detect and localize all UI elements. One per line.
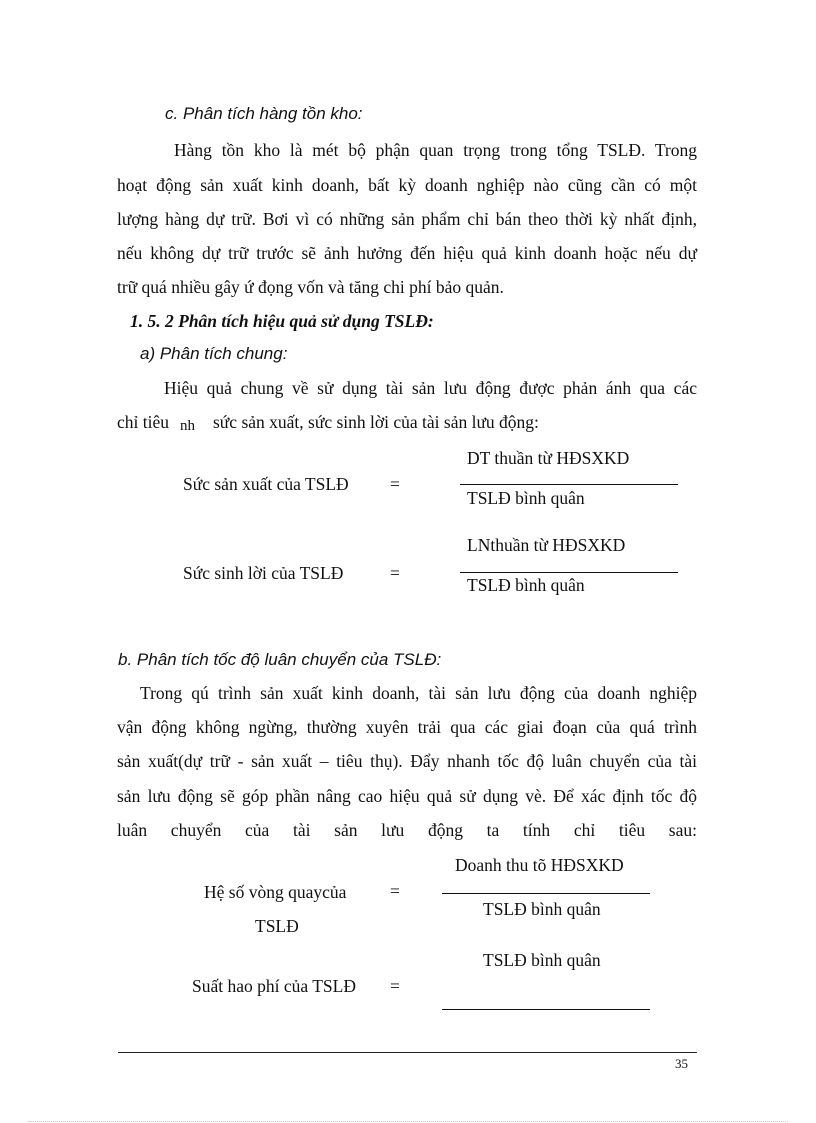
section-152-heading: 1. 5. 2 Phân tích hiệu quả sử dụng TSLĐ: [130,311,434,331]
paragraph-line: sức sản xuất, sức sinh lời của tài sản lưu động: [213,412,539,432]
paragraph-line: sản lưu động sẽ góp phần nâng cao hiệu quả sử dụng vè. Để xác định tốc độ [117,786,697,806]
formula-label: Suất hao phí của TSLĐ [192,976,356,996]
paragraph-line: Trong qú trình sản xuất kinh doanh, tài sản lưu động của doanh nghiệp [140,683,697,703]
formula-label: Sức sản xuất của TSLĐ [183,474,349,494]
paragraph-line: vận động không ngừng, thường xuyên trải qua các giai đoạn của quá trình [117,717,697,737]
paragraph-line: hoạt động sản xuất kinh doanh, bất kỳ doanh nghiệp nào cũng cần có một [117,175,697,195]
paragraph-line: chỉ tiêu [117,412,169,432]
formula-label-cont: TSLĐ [255,916,299,936]
page-boundary [28,1121,788,1122]
paragraph-line: lượng hàng dự trữ. Bơi vì có những sản phẩm chỉ bán theo thời kỳ nhất định, [117,209,697,229]
paragraph-line: trữ quá nhiều gây ứ đọng vốn và tăng chi phí bảo quản. [117,277,504,297]
footer-rule [118,1052,697,1053]
equals-sign: = [390,881,400,901]
paragraph-line: luân chuyển của tài sản lưu động ta tính chỉ tiêu sau: [117,820,697,840]
fraction-bar [460,484,678,485]
equals-sign: = [390,563,400,583]
fraction-bar [442,1009,650,1010]
page-number: 35 [675,1056,688,1071]
formula-numerator: DT thuần từ HĐSXKD [467,448,630,468]
formula-denominator: TSLĐ bình quân [467,488,585,508]
formula-numerator: LNthuần từ HĐSXKD [467,535,626,555]
formula-numerator: Doanh thu tõ HĐSXKD [455,855,624,875]
paragraph-line: sản xuất(dự trữ - sản xuất – tiêu thụ). Đẩy nhanh tốc độ luân chuyển của tài [117,751,697,771]
formula-denominator: TSLĐ bình quân [467,575,585,595]
fraction-bar [460,572,678,573]
formula-denominator: TSLĐ bình quân [483,899,601,919]
stray-fragment: nh [180,418,195,434]
subsection-a-heading: a) Phân tích chung: [140,344,288,363]
fraction-bar [442,893,650,894]
paragraph-line: Hàng tồn kho là mét bộ phận quan trọng trong tổng TSLĐ. Trong [174,140,697,160]
formula-label: Hệ số vòng quaycủa [204,882,347,902]
section-c-heading: c. Phân tích hàng tồn kho: [165,104,363,123]
formula-label: Sức sinh lời của TSLĐ [183,563,344,583]
equals-sign: = [390,976,400,996]
section-b-heading: b. Phân tích tốc độ luân chuyển của TSLĐ: [118,650,442,669]
equals-sign: = [390,474,400,494]
formula-numerator: TSLĐ bình quân [483,950,601,970]
paragraph-line: Hiệu quả chung về sử dụng tài sản lưu động được phản ánh qua các [164,378,697,398]
paragraph-line: nếu không dự trữ trước sẽ ảnh hưởng đến hiệu quả kinh doanh hoặc nếu dự [117,243,697,263]
